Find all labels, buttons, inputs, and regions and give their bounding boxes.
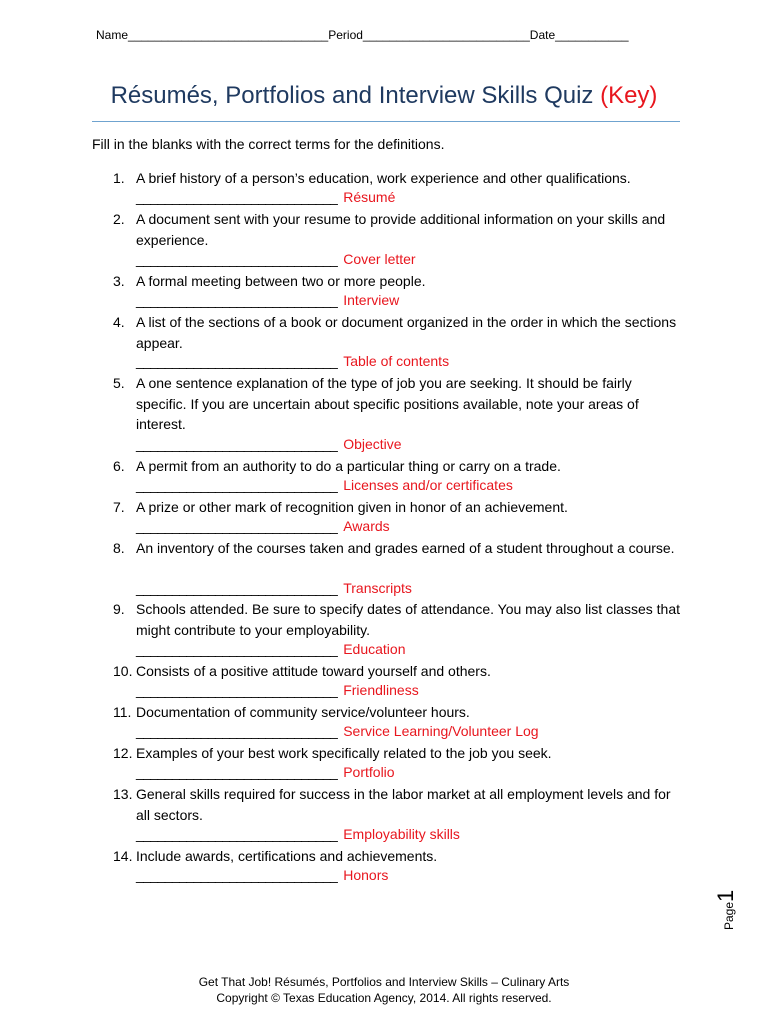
question-text: General skills required for success in the labor market at all employment levels and for all sectors.: [136, 786, 671, 823]
answer-blank: ____________________________: [136, 826, 338, 842]
question-item: [113, 702, 683, 723]
question-item: [113, 497, 683, 518]
answer-line: [136, 641, 406, 657]
answer-blank: ____________________________: [136, 436, 338, 452]
title-main: Résumés, Portfolios and Interview Skills Quiz: [110, 82, 601, 109]
question-number: 14.: [113, 848, 133, 864]
question-item: [113, 661, 683, 682]
question-text: Consists of a positive attitude toward yourself and others.: [136, 663, 491, 679]
answer-text: Interview: [343, 292, 400, 308]
question-item: [113, 168, 683, 189]
question-text: Include awards, certifications and achievements.: [136, 848, 438, 864]
question-item: [113, 209, 683, 250]
answer-text: Table of contents: [343, 353, 450, 369]
answer-blank: ____________________________: [136, 580, 338, 596]
answer-blank: ____________________________: [136, 292, 338, 308]
answer-blank: ____________________________: [136, 518, 338, 534]
question-item: [113, 271, 683, 292]
question-text: Examples of your best work specifically related to the job you seek.: [136, 745, 552, 761]
answer-blank: ____________________________: [136, 353, 338, 369]
answer-line: [136, 477, 513, 493]
footer-line-1: Get That Job! Résumés, Portfolios and Interview Skills – Culinary Arts: [198, 975, 570, 989]
question-text: A brief history of a person’s education, work experience and other qualifications.: [136, 170, 631, 186]
question-text: A document sent with your resume to provide additional information on your skills and experience.: [136, 211, 666, 248]
question-item: [113, 784, 683, 825]
question-text: Documentation of community service/volunteer hours.: [136, 704, 470, 720]
question-text: Schools attended. Be sure to specify dates of attendance. You may also list classes that might contribute to your employability.: [136, 601, 680, 638]
question-text: A prize or other mark of recognition given in honor of an achievement.: [136, 499, 568, 515]
answer-text: Résumé: [343, 189, 396, 205]
date-label: Date: [529, 28, 556, 42]
question-item: [113, 456, 683, 477]
question-number: 1.: [113, 170, 125, 186]
answer-line: [136, 292, 399, 308]
answer-text: Licenses and/or certificates: [343, 477, 513, 493]
date-blank: ___________: [555, 28, 629, 42]
answer-line: [136, 518, 390, 534]
answer-text: Service Learning/Volunteer Log: [343, 723, 539, 739]
question-item: [113, 743, 683, 764]
question-text: An inventory of the courses taken and grades earned of a student throughout a course.: [136, 540, 675, 556]
answer-blank: ____________________________: [136, 723, 338, 739]
answer-text: Awards: [343, 518, 390, 534]
question-text: A permit from an authority to do a particular thing or carry on a trade.: [136, 458, 561, 474]
answer-line: [136, 867, 388, 883]
title-key: (Key): [600, 82, 658, 109]
instructions: Fill in the blanks with the correct terms for the definitions.: [92, 136, 445, 152]
answer-text: Education: [343, 641, 406, 657]
question-number: 11.: [113, 704, 132, 720]
question-number: 5.: [113, 375, 125, 391]
answer-text: Honors: [343, 867, 389, 883]
answer-text: Friendliness: [343, 682, 419, 698]
page-number-value: 1: [713, 889, 738, 902]
answer-blank: ____________________________: [136, 189, 338, 205]
question-item: [113, 373, 683, 435]
page-title: [0, 82, 768, 110]
answer-blank: ____________________________: [136, 764, 338, 780]
period-blank: _________________________: [362, 28, 530, 42]
answer-line: [136, 436, 402, 452]
question-item: [113, 846, 683, 867]
answer-line: [136, 353, 449, 369]
answer-text: Portfolio: [343, 764, 395, 780]
period-label: Period: [328, 28, 363, 42]
question-text: A list of the sections of a book or document organized in the order in which the sections appear.: [136, 314, 677, 351]
answer-line: [136, 764, 395, 780]
question-number: 2.: [113, 211, 125, 227]
question-item: [113, 599, 683, 640]
question-number: 13.: [113, 786, 133, 802]
answer-blank: ____________________________: [136, 251, 338, 267]
question-item: [113, 312, 683, 353]
question-number: 12.: [113, 745, 133, 761]
answer-blank: ____________________________: [136, 641, 338, 657]
name-blank: ______________________________: [128, 28, 329, 42]
footer-line-2: Copyright © Texas Education Agency, 2014. All rights reserved.: [216, 991, 552, 1005]
answer-text: Cover letter: [343, 251, 416, 267]
question-text: A formal meeting between two or more people.: [136, 273, 426, 289]
answer-line: [136, 580, 412, 596]
answer-line: [136, 189, 395, 205]
question-number: 4.: [113, 314, 125, 330]
answer-blank: ____________________________: [136, 682, 338, 698]
question-number: 6.: [113, 458, 125, 474]
title-rule: [92, 121, 680, 122]
answer-line: [136, 723, 539, 739]
answer-line: [136, 251, 416, 267]
answer-blank: ____________________________: [136, 477, 338, 493]
answer-text: Employability skills: [343, 826, 460, 842]
question-item: [113, 538, 683, 559]
question-text: A one sentence explanation of the type of job you are seeking. It should be fairly specific. If you are uncertain about specific positions available, note your areas of interest.: [136, 375, 639, 432]
name-label: Name: [96, 28, 129, 42]
student-info-header: [96, 28, 696, 42]
answer-line: [136, 682, 419, 698]
page-label: Page: [722, 901, 736, 930]
answer-text: Transcripts: [343, 580, 412, 596]
answer-line: [136, 826, 460, 842]
question-number: 7.: [113, 499, 125, 515]
question-number: 8.: [113, 540, 125, 556]
question-number: 9.: [113, 601, 125, 617]
answer-text: Objective: [343, 436, 402, 452]
question-number: 10.: [113, 663, 133, 679]
answer-blank: ____________________________: [136, 867, 338, 883]
question-number: 3.: [113, 273, 125, 289]
page-number: [713, 890, 739, 930]
